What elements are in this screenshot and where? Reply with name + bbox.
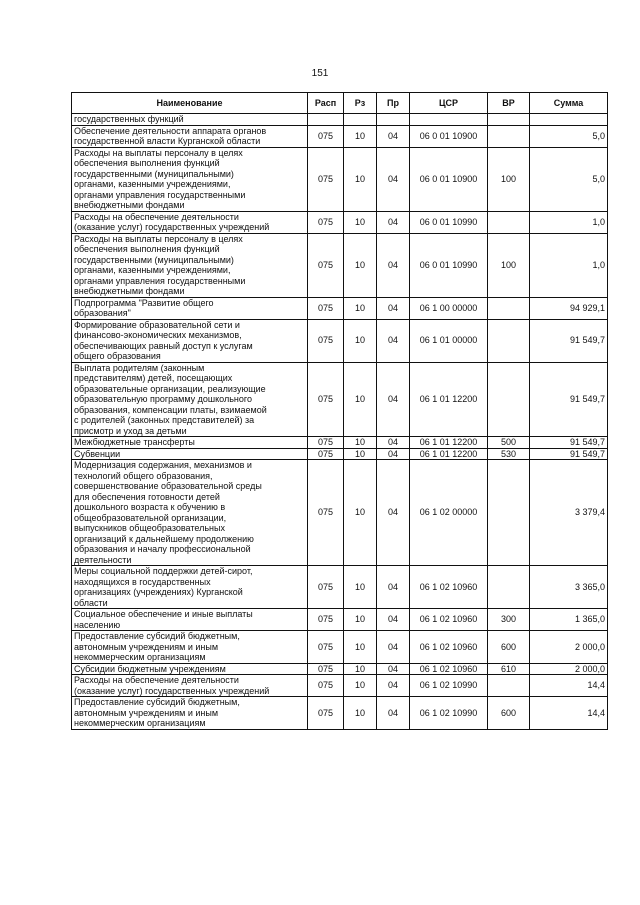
row-sum: [530, 114, 608, 126]
row-vr: [488, 362, 530, 437]
row-pr: [377, 114, 410, 126]
row-rasp: 075: [308, 448, 344, 460]
table-row: [72, 609, 608, 631]
row-pr: 04: [377, 125, 410, 147]
col-header-pr: Пр: [377, 93, 410, 114]
row-name: Меры социальной поддержки детей-сирот, находящихся в государственных организациях (учреждениях) Курганской области: [72, 566, 308, 609]
col-header-vr: ВР: [488, 93, 530, 114]
row-rz: 10: [344, 297, 377, 319]
row-csr: 06 0 01 10900: [410, 125, 488, 147]
row-pr: 04: [377, 437, 410, 449]
row-csr: 06 1 00 00000: [410, 297, 488, 319]
budget-table: [71, 92, 608, 730]
row-rasp: 075: [308, 663, 344, 675]
row-csr: [410, 114, 488, 126]
row-pr: 04: [377, 460, 410, 566]
row-csr: 06 0 01 10900: [410, 147, 488, 211]
row-name: Выплата родителям (законным представителям) детей, посещающих образовательные организации, реализующие образовательную программу дошкольного образования, компенсации платы, взимаемой с родителей (законных представителей) за присмотр и уход за детьми: [72, 362, 308, 437]
row-csr: 06 0 01 10990: [410, 211, 488, 233]
row-name: Предоставление субсидий бюджетным, автономным учреждениям и иным некоммерческим организациям: [72, 697, 308, 730]
row-pr: 04: [377, 362, 410, 437]
row-sum: 91 549,7: [530, 362, 608, 437]
table-row: [72, 460, 608, 566]
row-rasp: 075: [308, 697, 344, 730]
row-pr: 04: [377, 319, 410, 362]
row-pr: 04: [377, 147, 410, 211]
row-rasp: 075: [308, 566, 344, 609]
row-sum: 91 549,7: [530, 437, 608, 449]
table-row: [72, 663, 608, 675]
row-csr: 06 1 01 12200: [410, 362, 488, 437]
table-row: [72, 211, 608, 233]
row-vr: [488, 675, 530, 697]
row-pr: 04: [377, 663, 410, 675]
row-csr: 06 1 02 10990: [410, 675, 488, 697]
row-pr: 04: [377, 631, 410, 664]
row-name: Предоставление субсидий бюджетным, автономным учреждениям и иным некоммерческим организациям: [72, 631, 308, 664]
row-rz: 10: [344, 609, 377, 631]
row-csr: 06 1 02 10990: [410, 697, 488, 730]
table-row: [72, 147, 608, 211]
col-header-name: Наименование: [72, 93, 308, 114]
row-sum: 91 549,7: [530, 448, 608, 460]
table-row: [72, 448, 608, 460]
row-pr: 04: [377, 609, 410, 631]
row-rasp: 075: [308, 609, 344, 631]
row-rasp: 075: [308, 211, 344, 233]
row-rasp: 075: [308, 233, 344, 297]
row-sum: 94 929,1: [530, 297, 608, 319]
row-vr: [488, 211, 530, 233]
row-pr: 04: [377, 297, 410, 319]
row-csr: 06 1 01 12200: [410, 437, 488, 449]
row-rasp: 075: [308, 319, 344, 362]
page-number: 151: [311, 68, 329, 79]
row-vr: 600: [488, 697, 530, 730]
table-row: [72, 675, 608, 697]
row-vr: [488, 566, 530, 609]
row-name: Расходы на обеспечение деятельности (оказание услуг) государственных учреждений: [72, 211, 308, 233]
row-rz: 10: [344, 460, 377, 566]
row-csr: 06 1 02 00000: [410, 460, 488, 566]
row-csr: 06 1 02 10960: [410, 663, 488, 675]
row-sum: 14,4: [530, 697, 608, 730]
row-vr: [488, 114, 530, 126]
row-sum: 14,4: [530, 675, 608, 697]
row-vr: [488, 125, 530, 147]
row-sum: 91 549,7: [530, 319, 608, 362]
row-rz: 10: [344, 663, 377, 675]
table-row: [72, 319, 608, 362]
row-pr: 04: [377, 448, 410, 460]
row-rasp: 075: [308, 631, 344, 664]
row-vr: [488, 297, 530, 319]
row-name: Подпрограмма "Развитие общего образования": [72, 297, 308, 319]
row-name: Межбюджетные трансферты: [72, 437, 308, 449]
row-sum: 1 365,0: [530, 609, 608, 631]
row-rz: 10: [344, 125, 377, 147]
row-vr: 500: [488, 437, 530, 449]
row-rz: 10: [344, 631, 377, 664]
row-pr: 04: [377, 697, 410, 730]
row-rz: 10: [344, 233, 377, 297]
table-row: [72, 297, 608, 319]
row-name: Формирование образовательной сети и финансово-экономических механизмов, обеспечивающих равный доступ к услугам общего образования: [72, 319, 308, 362]
row-rasp: 075: [308, 125, 344, 147]
row-rz: 10: [344, 437, 377, 449]
table-row: [72, 233, 608, 297]
row-name: Расходы на выплаты персоналу в целях обеспечения выполнения функций государственными (муниципальными) органами, казенными учреждениями, органами управления государственными внебюджетными фондами: [72, 233, 308, 297]
table-row: [72, 114, 608, 126]
row-vr: 530: [488, 448, 530, 460]
table-row: [72, 697, 608, 730]
table-header-row: [72, 93, 608, 114]
row-sum: 3 365,0: [530, 566, 608, 609]
row-name: Обеспечение деятельности аппарата органов государственной власти Курганской области: [72, 125, 308, 147]
row-rasp: 075: [308, 437, 344, 449]
table-row: [72, 437, 608, 449]
row-rasp: 075: [308, 147, 344, 211]
row-vr: [488, 460, 530, 566]
row-rasp: [308, 114, 344, 126]
row-sum: 2 000,0: [530, 663, 608, 675]
row-sum: 1,0: [530, 211, 608, 233]
row-rasp: 075: [308, 675, 344, 697]
row-pr: 04: [377, 233, 410, 297]
row-sum: 5,0: [530, 147, 608, 211]
row-name: Субвенции: [72, 448, 308, 460]
row-sum: 2 000,0: [530, 631, 608, 664]
row-csr: 06 0 01 10990: [410, 233, 488, 297]
row-sum: 5,0: [530, 125, 608, 147]
row-name: Расходы на обеспечение деятельности (оказание услуг) государственных учреждений: [72, 675, 308, 697]
row-rasp: 075: [308, 362, 344, 437]
row-vr: [488, 319, 530, 362]
row-sum: 1,0: [530, 233, 608, 297]
row-pr: 04: [377, 675, 410, 697]
row-rasp: 075: [308, 460, 344, 566]
col-header-rz: Рз: [344, 93, 377, 114]
row-rz: 10: [344, 448, 377, 460]
row-vr: 100: [488, 233, 530, 297]
row-csr: 06 1 01 12200: [410, 448, 488, 460]
row-name: государственных функций: [72, 114, 308, 126]
col-header-rasp: Расп: [308, 93, 344, 114]
table-row: [72, 631, 608, 664]
row-vr: 300: [488, 609, 530, 631]
row-rz: 10: [344, 319, 377, 362]
row-csr: 06 1 02 10960: [410, 609, 488, 631]
row-name: Субсидии бюджетным учреждениям: [72, 663, 308, 675]
row-sum: 3 379,4: [530, 460, 608, 566]
row-rz: 10: [344, 147, 377, 211]
col-header-csr: ЦСР: [410, 93, 488, 114]
row-rz: 10: [344, 362, 377, 437]
table-row: [72, 125, 608, 147]
row-vr: 610: [488, 663, 530, 675]
table-row: [72, 566, 608, 609]
row-rz: 10: [344, 675, 377, 697]
row-rz: 10: [344, 566, 377, 609]
row-pr: 04: [377, 566, 410, 609]
row-rz: [344, 114, 377, 126]
row-csr: 06 1 02 10960: [410, 566, 488, 609]
row-pr: 04: [377, 211, 410, 233]
row-vr: 600: [488, 631, 530, 664]
row-name: Социальное обеспечение и иные выплаты населению: [72, 609, 308, 631]
table-row: [72, 362, 608, 437]
col-header-sum: Сумма: [530, 93, 608, 114]
row-name: Модернизация содержания, механизмов и технологий общего образования, совершенствование образовательной среды для обеспечения готовности детей дошкольного возраста к обучению в общеобразовательной организации, выпускников общеобразовательных организаций к дальнейшему продолжению образования и началу профессиональной деятельности: [72, 460, 308, 566]
row-vr: 100: [488, 147, 530, 211]
row-rz: 10: [344, 697, 377, 730]
row-csr: 06 1 02 10960: [410, 631, 488, 664]
row-csr: 06 1 01 00000: [410, 319, 488, 362]
row-rz: 10: [344, 211, 377, 233]
row-name: Расходы на выплаты персоналу в целях обеспечения выполнения функций государственными (муниципальными) органами, казенными учреждениями, органами управления государственными внебюджетными фондами: [72, 147, 308, 211]
row-rasp: 075: [308, 297, 344, 319]
